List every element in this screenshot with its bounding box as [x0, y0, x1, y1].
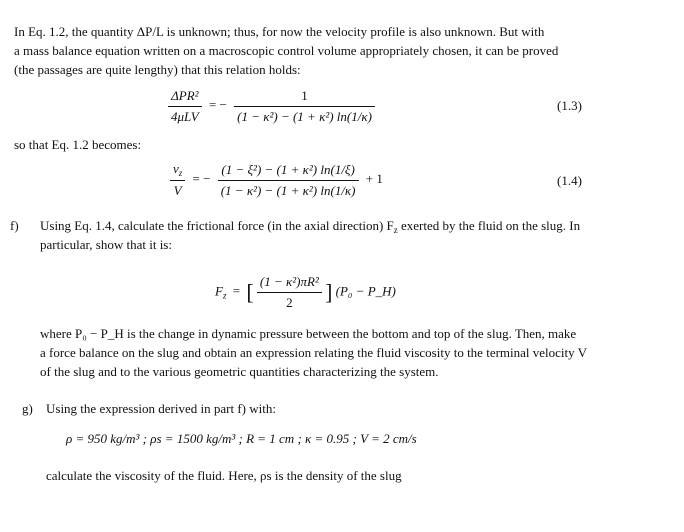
- part-g-line-1: Using the expression derived in part f) with:: [46, 401, 276, 416]
- formula-lhs-subscript: z: [222, 290, 227, 301]
- eq14-lhs-numerator: v: [173, 161, 179, 176]
- eq14-tail: + 1: [365, 170, 383, 186]
- eq13-rhs-denominator: (1 − κ²) − (1 + κ²) ln(1/κ): [237, 109, 372, 124]
- part-f-text-1: where P₀ − P_H is the change in dynamic pressure between the bottom and top of the slug. Then, make: [40, 326, 577, 341]
- equation-1-3-number: (1.3): [557, 98, 582, 113]
- part-f-line-1-end: exerted by the fluid on the slug. In: [397, 218, 581, 233]
- formula-tail: (P₀ − P_H): [335, 283, 396, 299]
- eq14-lhs-fraction: [170, 161, 185, 199]
- formula-lhs: F: [215, 283, 223, 299]
- part-g-label: g): [22, 401, 33, 416]
- eq14-rhs-fraction: [218, 162, 359, 199]
- eq13-lhs-fraction: [168, 88, 202, 125]
- intro-line-2: a mass balance equation written on a macroscopic control volume appropriately chosen, it can be proved: [14, 43, 559, 58]
- part-g-line-2: calculate the viscosity of the fluid. Here, ρs is the density of the slug: [46, 468, 402, 483]
- eq13-lhs-numerator: ΔPR²: [168, 88, 202, 107]
- eq13-lhs-denominator: 4μLV: [171, 109, 199, 124]
- part-f-text-3: of the slug and to the various geometric quantities characterizing the system.: [40, 364, 439, 379]
- eq13-rhs-numerator: 1: [234, 88, 375, 107]
- eq13-rhs-fraction: [234, 88, 375, 125]
- frictional-force-formula: $F_z$ = [ $\frac{\text{(1 − κ²)πR²}}{2}$ ] (P₀ − P_H): [215, 274, 396, 310]
- formula-numerator: (1 − κ²)πR²: [257, 274, 322, 293]
- eq14-lhs-denominator: V: [173, 183, 182, 198]
- equation-1-4: $\frac{v_z}{V}$ = − $\frac{\text{(1 − ξ²) − (1 + κ²) ln(1/ξ)}}{\text{(1 − κ²) − (1 + κ²) ln(1/κ)}}$ + 1: [170, 161, 383, 199]
- part-f-line-2: particular, show that it is:: [40, 237, 172, 252]
- eq14-rhs-numerator: (1 − ξ²) − (1 + κ²) ln(1/ξ): [218, 162, 359, 181]
- intro-line-3: (the passages are quite lengthy) that this relation holds:: [14, 62, 301, 77]
- part-g-values: ρ = 950 kg/m³ ; ρs = 1500 kg/m³ ; R = 1 cm ; κ = 0.95 ; V = 2 cm/s: [66, 431, 417, 446]
- part-f-text-2: a force balance on the slug and obtain an expression relating the fluid viscosity to the terminal velocity V: [40, 345, 588, 360]
- part-f-label: f): [10, 218, 19, 233]
- formula-denominator: 2: [286, 295, 293, 310]
- formula-fraction: [257, 274, 322, 311]
- eq14-rhs-denominator: (1 − κ²) − (1 + κ²) ln(1/κ): [220, 182, 356, 198]
- part-f-line-1-text: Using Eq. 1.4, calculate the frictional force (in the axial direction) F: [40, 218, 394, 233]
- equation-1-4-number: (1.4): [557, 173, 582, 188]
- so-that-text: so that Eq. 1.2 becomes:: [14, 137, 142, 152]
- equation-1-3: $\frac{\text{ΔPR²}}{\text{4μLV}}$ = − $\frac{1}{\text{(1 − κ²) − (1 + κ²) ln(1/κ)}}$: [168, 88, 375, 125]
- eq14-lhs-subscript: z: [178, 168, 183, 178]
- part-f-line-1-subscript: z: [393, 225, 398, 235]
- intro-line-1: In Eq. 1.2, the quantity ΔP/L is unknown; thus, for now the velocity profile is also unknown. But with: [14, 24, 545, 39]
